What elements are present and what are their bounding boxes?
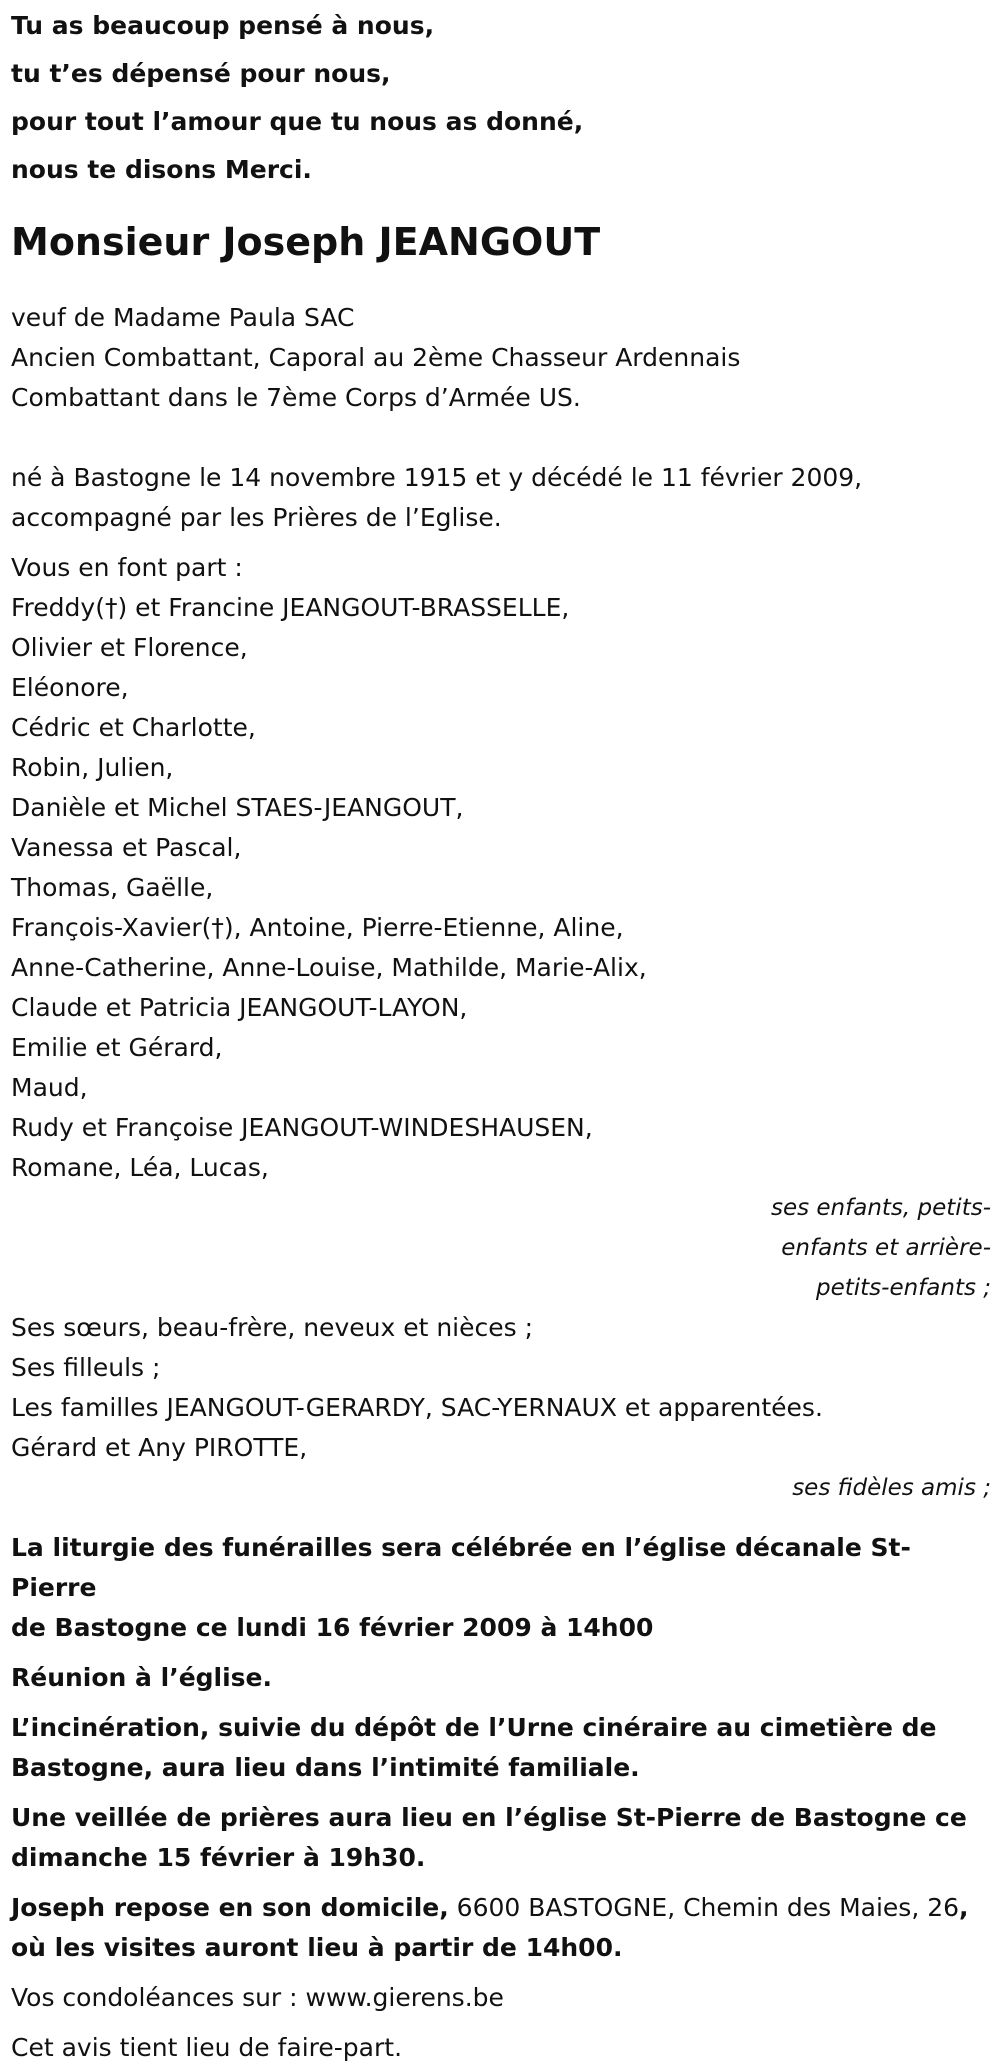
family-line: François-Xavier(†), Antoine, Pierre-Etienne, Aline, — [11, 913, 624, 942]
family-line: Eléonore, — [11, 673, 129, 702]
family-list — [11, 588, 993, 1188]
vigil-line: dimanche 15 février à 19h30. — [11, 1843, 426, 1872]
rest-comma: , — [959, 1893, 969, 1922]
funeral-line: La liturgie des funérailles sera célébrée en l’église décanale St-Pierre — [11, 1533, 911, 1602]
vigil-info — [11, 1798, 993, 1878]
family-line: Emilie et Gérard, — [11, 1033, 223, 1062]
family-line: Claude et Patricia JEANGOUT-LAYON, — [11, 993, 468, 1022]
bio-line: Ancien Combattant, Caporal au 2ème Chasseur Ardennais — [11, 343, 741, 372]
meeting-info: Réunion à l’église. — [11, 1663, 273, 1692]
poem-line: pour tout l’amour que tu nous as donné, — [11, 107, 584, 136]
rest-info — [11, 1888, 993, 1968]
biography — [11, 298, 993, 418]
family-role-line: ses enfants, petits- — [770, 1195, 991, 1221]
notice-info: Cet avis tient lieu de faire-part. — [11, 2033, 403, 2062]
poem-line: tu t’es dépensé pour nous, — [11, 59, 391, 88]
rest-bold-start: Joseph repose en son domicile, — [11, 1893, 449, 1922]
rest-bold-end: où les visites auront lieu à partir de 14h00. — [11, 1933, 623, 1962]
announce-intro: Vous en font part : — [11, 553, 243, 582]
family-role-line: petits-enfants ; — [815, 1275, 991, 1301]
birth-death — [11, 458, 993, 538]
family-role-line: enfants et arrière- — [781, 1235, 991, 1261]
poem — [11, 0, 993, 194]
others-line: Gérard et Any PIROTTE, — [11, 1433, 308, 1462]
birth-death-line: né à Bastogne le 14 novembre 1915 et y décédé le 11 février 2009, — [11, 463, 863, 492]
family-line: Anne-Catherine, Anne-Louise, Mathilde, Marie-Alix, — [11, 953, 647, 982]
family-line: Freddy(†) et Francine JEANGOUT-BRASSELLE, — [11, 593, 570, 622]
incineration-info — [11, 1708, 993, 1788]
others-line: Ses sœurs, beau-frère, neveux et nièces ; — [11, 1313, 534, 1342]
poem-line: Tu as beaucoup pensé à nous, — [11, 11, 435, 40]
incineration-line: L’incinération, suivie du dépôt de l’Urne cinéraire au cimetière de — [11, 1713, 937, 1742]
bio-line: Combattant dans le 7ème Corps d’Armée US. — [11, 383, 581, 412]
funeral-info — [11, 1528, 993, 1648]
family-line: Romane, Léa, Lucas, — [11, 1153, 269, 1182]
obituary-page — [11, 0, 993, 2068]
family-line: Olivier et Florence, — [11, 633, 248, 662]
family-line: Rudy et Françoise JEANGOUT-WINDESHAUSEN, — [11, 1113, 593, 1142]
others-line: Ses filleuls ; — [11, 1353, 161, 1382]
poem-line: nous te disons Merci. — [11, 155, 312, 184]
condolences-info: Vos condoléances sur : www.gierens.be — [11, 1983, 504, 2012]
family-role — [11, 1188, 993, 1308]
rest-address: 6600 BASTOGNE, Chemin des Maies, 26 — [448, 1893, 960, 1922]
family-line: Cédric et Charlotte, — [11, 713, 256, 742]
funeral-line: de Bastogne ce lundi 16 février 2009 à 14h00 — [11, 1613, 654, 1642]
family-line: Thomas, Gaëlle, — [11, 873, 214, 902]
vigil-line: Une veillée de prières aura lieu en l’église St-Pierre de Bastogne ce — [11, 1803, 967, 1832]
others-list — [11, 1308, 993, 1468]
others-line: Les familles JEANGOUT-GERARDY, SAC-YERNAUX et apparentées. — [11, 1393, 823, 1422]
incineration-line: Bastogne, aura lieu dans l’intimité familiale. — [11, 1753, 640, 1782]
family-line: Danièle et Michel STAES-JEANGOUT, — [11, 793, 464, 822]
family-line: Vanessa et Pascal, — [11, 833, 242, 862]
friends-role: ses fidèles amis ; — [792, 1475, 991, 1501]
bio-line: veuf de Madame Paula SAC — [11, 303, 355, 332]
birth-death-line: accompagné par les Prières de l’Eglise. — [11, 503, 502, 532]
deceased-name: Monsieur Joseph JEANGOUT — [11, 220, 601, 264]
family-line: Maud, — [11, 1073, 88, 1102]
family-line: Robin, Julien, — [11, 753, 174, 782]
